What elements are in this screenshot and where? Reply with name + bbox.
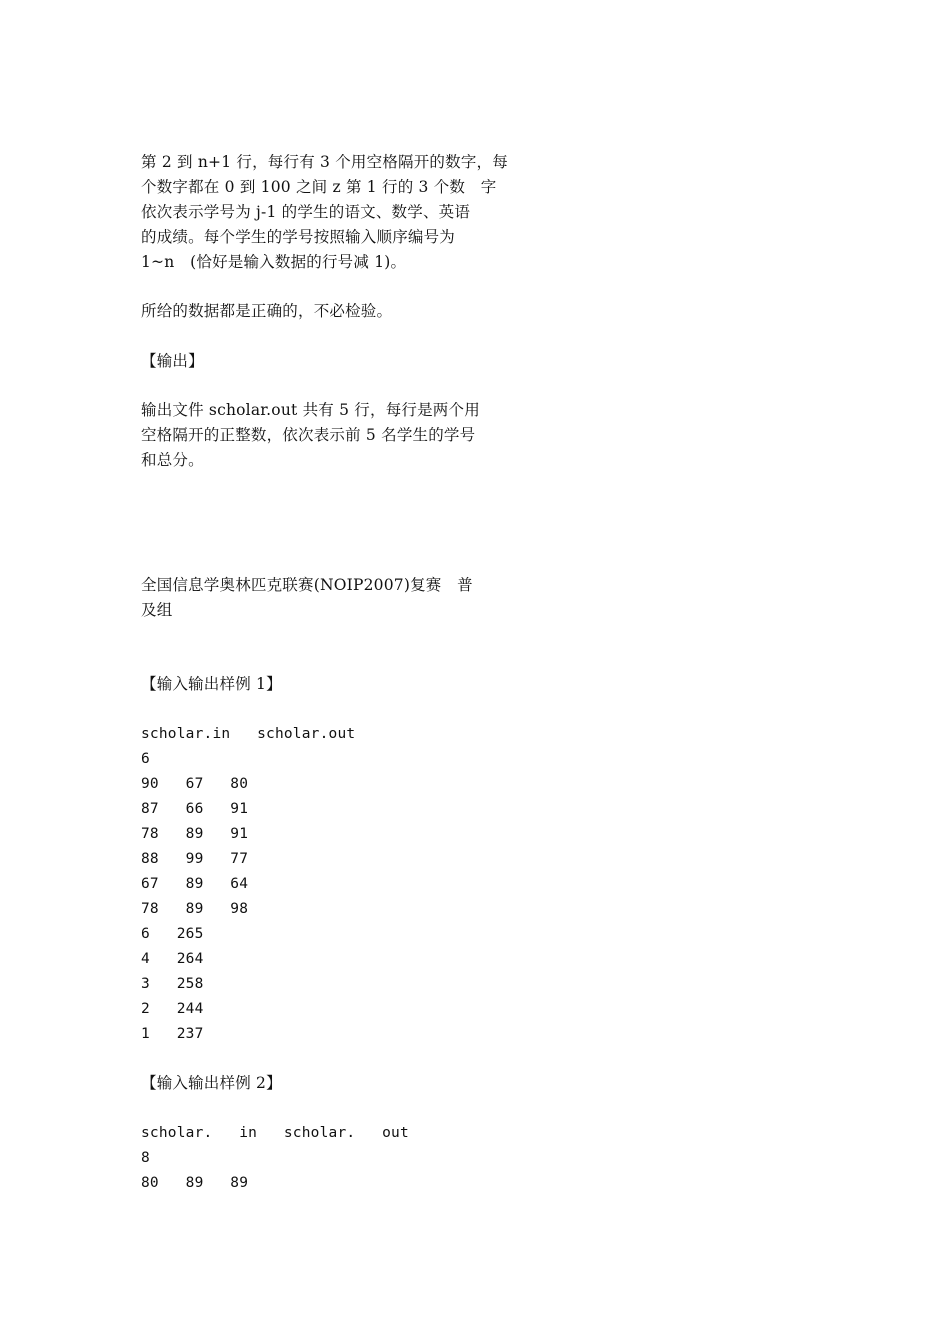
contest-title-line-2: 及组 (141, 601, 173, 619)
output-heading: 【输出】 (141, 352, 204, 370)
contest-title-line-1: 全国信息学奥林匹克联赛(NOIP2007)复赛 普 (141, 576, 473, 594)
sample1-line: 67 89 64 (141, 876, 249, 892)
input-desc-line-3: 依次表示学号为 j-1 的学生的语文、数学、英语 (141, 203, 471, 221)
sample1-line: 87 66 91 (141, 801, 249, 817)
sample1-line: 6 (141, 751, 150, 767)
input-desc-line-2: 个数字都在 0 到 100 之间 z 第 1 行的 3 个数 字 (141, 178, 497, 196)
sample1-heading: 【输入输出样例 1】 (141, 675, 282, 693)
output-desc-line-1: 输出文件 scholar.out 共有 5 行，每行是两个用 (141, 401, 480, 419)
sample2-heading: 【输入输出样例 2】 (141, 1074, 282, 1092)
sample2-line: 8 (141, 1150, 150, 1166)
sample1-line: 1 237 (141, 1026, 204, 1042)
sample1-files: scholar.in scholar.out (141, 726, 356, 742)
sample1-line: 90 67 80 (141, 776, 249, 792)
sample1-line: 3 258 (141, 976, 204, 992)
output-desc-line-3: 和总分。 (141, 451, 204, 469)
sample1-line: 2 244 (141, 1001, 204, 1017)
sample1-line: 78 89 91 (141, 826, 249, 842)
sample1-line: 78 89 98 (141, 901, 249, 917)
sample1-line: 4 264 (141, 951, 204, 967)
output-desc-line-2: 空格隔开的正整数，依次表示前 5 名学生的学号 (141, 426, 476, 444)
input-note: 所给的数据都是正确的，不必检验。 (141, 302, 393, 320)
sample1-line: 6 265 (141, 926, 204, 942)
sample2-files: scholar. in scholar. out (141, 1125, 409, 1141)
sample2-line: 80 89 89 (141, 1175, 249, 1191)
input-desc-line-1: 第 2 到 n+1 行，每行有 3 个用空格隔开的数字，每 (141, 153, 508, 171)
input-desc-line-5: 1~n (恰好是输入数据的行号减 1)。 (141, 253, 407, 271)
sample1-line: 88 99 77 (141, 851, 249, 867)
input-desc-line-4: 的成绩。每个学生的学号按照输入顺序编号为 (141, 228, 456, 246)
